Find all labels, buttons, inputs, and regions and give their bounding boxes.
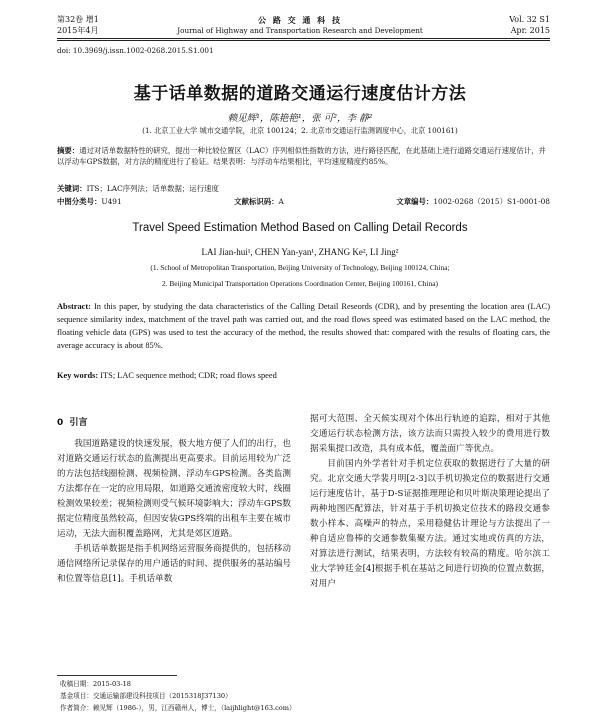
left-column (57, 412, 291, 587)
keywords-cn-text: ITS；LAC序列法；话单数据；运行速度 (86, 184, 219, 193)
page-title-cn: 基于话单数据的道路交通运行速度估计方法 (133, 84, 467, 104)
keywords-cn (57, 184, 550, 195)
abstract-cn-text: 通过对话单数据特性的研究，提出一种比较位置区（LAC）序列相似性指数的方法，进行路径匹配，在此基础上进行道路交通运行速度估计，并以浮动车GPS数据，对方法的精度进行了验证。结果表明：与浮动车结果相比，平均速度精度约85%。 (57, 146, 546, 166)
clc-code: 中图分类号：U491 (57, 197, 122, 206)
keywords-en (57, 369, 550, 382)
abstract-en-text: In this paper, by studying the data characteristics of the Calling Detail Reseords (CDR), and by presenting the location area (LAC) sequence similarity index, matchment of the travel path was carried out, and the road flows speed was estimated based on the LAC method, the floating vehicle data (GPS) was used to test the accuracy of the method, the results showed that: compared with the results of floating cars, the average accuracy is about 85%. (57, 302, 550, 350)
body-paragraph: 目前国内外学者针对手机定位获取的数据进行了大量的研究。北京交通大学裴月明[2-3]以手机切换定位的数据进行交通运行速度估计，基于D-S证据推理理论和贝叶斯决策理论提出了两种地图匹配算法，针对基于手机切换定位技术的路段交通参数小样本、高噪声的特点，采用稳健估计理论与方法提出了一种自适应鲁棒的交通参数集聚方法。通过实地或仿真的方法，对算法进行测试，结果表明，方法较有较高的精度。哈尔滨工业大学钟廷金[4]根据手机在基站之间进行切换的位置点数据，对用户 (310, 459, 550, 589)
footnote-fund: 基金项目：交通运输部建设科技项目（2015318J37130） (60, 692, 232, 700)
body-paragraph: 据可大范围、全天候实现对个体出行轨迹的追踪，相对于其他交通运行状态检测方法，该方法而只需投入较少的费用进行数据采集提口改造，具有成本低，覆盖面广等优点。 (310, 414, 550, 454)
header-rule-2 (57, 40, 550, 41)
section-heading (57, 416, 291, 431)
keywords-en-label: Key words: (57, 371, 99, 380)
footnote-author: 作者简介：赖见辉（1986-），男，江西赣州人，博士，（laijhlight@163.com） (60, 704, 296, 712)
abstract-en (57, 300, 550, 352)
footnote-rule (57, 675, 177, 676)
abstract-cn-label: 摘要： (57, 146, 80, 155)
header-rule (57, 38, 550, 39)
authors-en: LAI Jian-hui¹, CHEN Yan-yan¹, ZHANG Ke², LI Jing² (201, 247, 399, 257)
body-paragraph: 手机话单数据是指手机网络运营服务商提供的，包括移动通信网络所记录保存的用户通话的时间、提供服务的基站编号和位置等信息[1]。手机话单数 (57, 544, 291, 584)
affiliation-en-2: 2. Beijing Municipal Transportation Operations Coordination Center, Beijing 100161, China) (161, 279, 438, 288)
authors-cn: 赖见辉¹，陈艳艳¹，张 可²，李 静² (227, 113, 373, 124)
abstract-cn (57, 146, 550, 167)
date-en: Apr. 2015 (510, 26, 550, 35)
volume-en: Vol. 32 S1 (509, 15, 550, 24)
document-code: 文献标识码：A (234, 197, 284, 206)
footnote-received: 收稿日期：2015-03-18 (60, 680, 131, 688)
right-column (310, 412, 550, 592)
journal-name-cn: 公 路 交 通 科 技 (258, 15, 342, 25)
journal-name-en: Journal of Highway and Transportation Research and Development (177, 26, 423, 35)
doi: doi: 10.3969/j.issn.1002-0268.2015.S1.001 (57, 46, 214, 55)
classification-row (57, 197, 550, 208)
abstract-en-label: Abstract: (57, 302, 91, 311)
article-number: 文章编号：1002-0268（2015）S1-0001-08 (396, 197, 550, 206)
affiliation-en-1: (1. School of Metropolitan Transportation, Beijing University of Technology, Beijing 100124, China; (150, 263, 450, 272)
keywords-cn-label: 关键词： (57, 184, 87, 193)
date-cn: 2015年4月 (57, 26, 99, 35)
volume-cn: 第32卷 增1 (57, 15, 99, 24)
keywords-en-text: ITS; LAC sequence method; CDR; road flows speed (100, 371, 277, 380)
page-title-en: Travel Speed Estimation Method Based on Calling Detail Records (132, 222, 468, 234)
affiliation-cn: (1. 北京工业大学 城市交通学院，北京 100124；2. 北京市交通运行监测调度中心，北京 100161) (142, 126, 458, 135)
section-number: 0 (57, 418, 64, 428)
section-title: 引言 (69, 418, 88, 428)
body-paragraph: 我国道路建设的快速发展，极大地方便了人们的出行，也对道路交通运行状态的监测提出更高要求。目前运用较为广泛的方法包括线圈检测、视频检测、浮动车GPS检测。各类监测方法都存在一定的应用局限，如道路交通流密度较大时，线圈检测效果较差；视频检测则受气候环境影响大；浮动车GPS数据定位精度虽然较高，但因安装GPS终端的出租车主要在城市运动，无法大面积覆盖路网，尤其是郊区道路。 (57, 439, 291, 539)
